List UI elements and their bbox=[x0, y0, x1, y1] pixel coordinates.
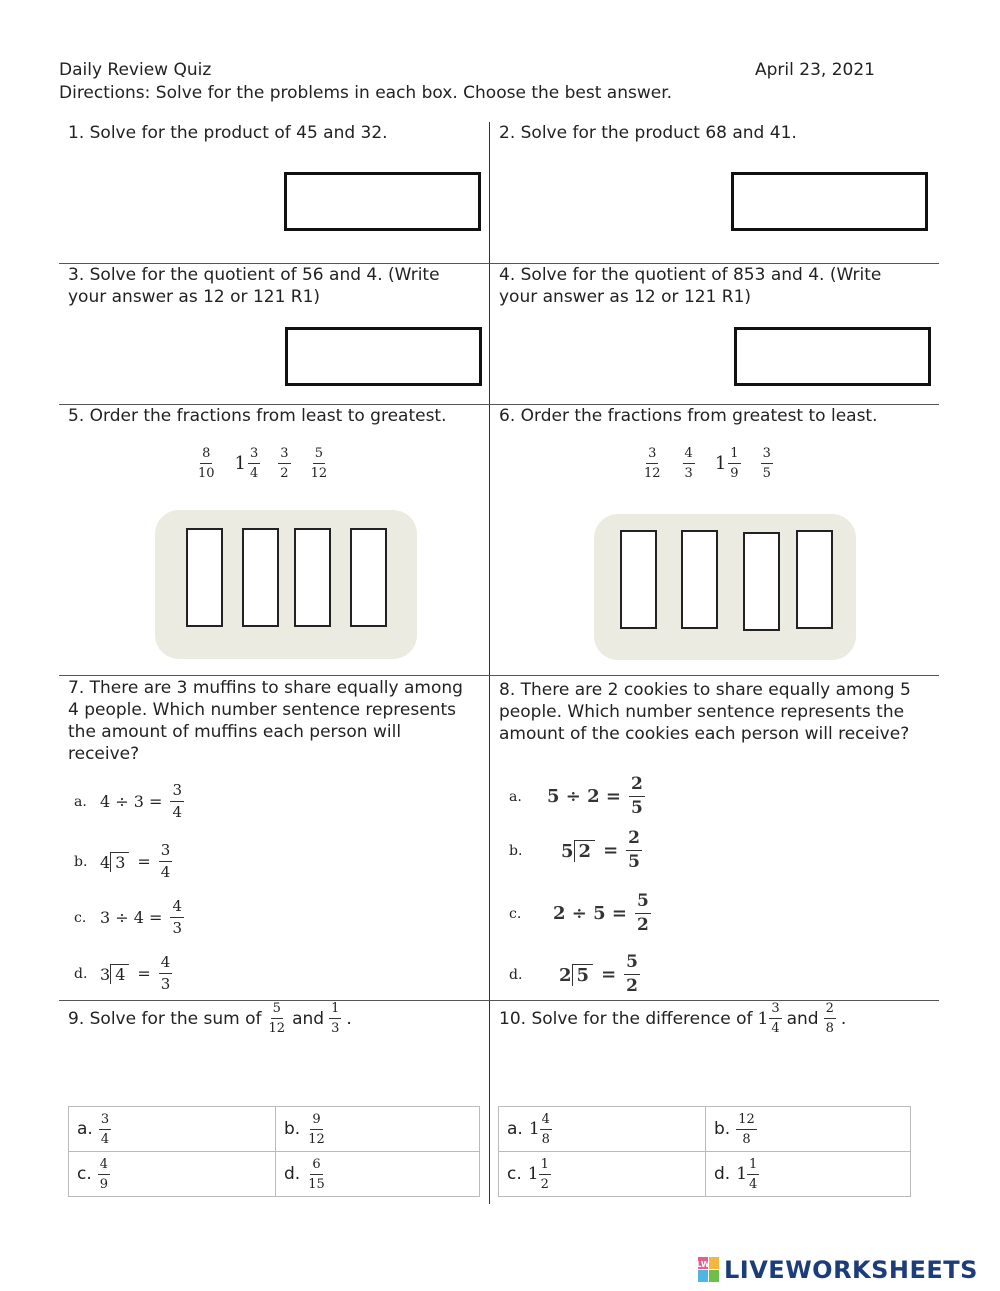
question-10-text: 10. Solve for the difference of 1 $\frac{3}{4}$ and $\frac{2}{8}$ . bbox=[499, 1001, 847, 1036]
q6-drop-slot-1[interactable] bbox=[620, 530, 657, 629]
q9-option-b[interactable]: b. $\frac{9}{12}$ bbox=[276, 1107, 480, 1152]
q10-option-a[interactable]: a. 1 $\frac{4}{8}$ bbox=[499, 1107, 706, 1152]
liveworksheets-badge-icon bbox=[698, 1257, 720, 1283]
q7-option-b[interactable]: b. 4 3 = $\frac{3}{4}$ bbox=[74, 841, 171, 881]
q8-option-b[interactable]: b. 5 2 = $\frac{2}{5}$ bbox=[509, 828, 640, 872]
question-3-text: 3. Solve for the quotient of 56 and 4. (Write your answer as 12 or 121 R1) bbox=[68, 265, 440, 307]
column-divider bbox=[489, 122, 490, 1204]
question-2-text: 2. Solve for the product 68 and 41. bbox=[499, 123, 797, 143]
q6-drop-slot-3[interactable] bbox=[743, 532, 780, 631]
q10-options-table bbox=[498, 1106, 911, 1197]
question-1-text: 1. Solve for the product of 45 and 32. bbox=[68, 123, 388, 143]
q6-drop-slot-2[interactable] bbox=[681, 530, 718, 629]
quiz-title: Daily Review Quiz bbox=[59, 60, 212, 80]
q7-option-c[interactable]: c. 3 ÷ 4 = $\frac{4}{3}$ bbox=[74, 897, 182, 937]
q5-fraction-3: $\frac{3}{2}$ bbox=[280, 446, 289, 481]
q6-drop-slot-4[interactable] bbox=[796, 530, 833, 629]
q5-drop-slot-1[interactable] bbox=[186, 528, 223, 627]
q10-option-b[interactable]: b. $\frac{12}{8}$ bbox=[706, 1107, 911, 1152]
q8-option-d[interactable]: d. 2 5 = $\frac{5}{2}$ bbox=[509, 952, 638, 996]
row-divider-3 bbox=[59, 675, 939, 676]
answer-box-1[interactable] bbox=[284, 172, 481, 231]
q9-options-table bbox=[68, 1106, 480, 1197]
liveworksheets-logo bbox=[698, 1256, 978, 1284]
q5-fraction-list bbox=[196, 447, 329, 480]
q5-drop-slot-4[interactable] bbox=[350, 528, 387, 627]
q9-option-a[interactable]: a. $\frac{3}{4}$ bbox=[69, 1107, 276, 1152]
svg-text:LW: LW bbox=[696, 1260, 710, 1269]
q6-fraction-2: $\frac{4}{3}$ bbox=[684, 446, 693, 481]
row-divider-4 bbox=[59, 1000, 939, 1001]
q6-fraction-4: $\frac{3}{5}$ bbox=[762, 446, 771, 481]
quiz-date: April 23, 2021 bbox=[755, 60, 875, 80]
q10-option-c[interactable]: c. 1 $\frac{1}{2}$ bbox=[499, 1152, 706, 1197]
q7-option-a[interactable]: a. 4 ÷ 3 = $\frac{3}{4}$ bbox=[74, 781, 182, 821]
q7-option-d[interactable]: d. 3 4 = $\frac{4}{3}$ bbox=[74, 953, 171, 993]
q8-option-a[interactable]: a. 5 ÷ 2 = $\frac{2}{5}$ bbox=[509, 774, 643, 818]
question-9-text: 9. Solve for the sum of $\frac{5}{12}$ and $\frac{1}{3}$ . bbox=[68, 1001, 352, 1036]
question-7-text: 7. There are 3 muffins to share equally among 4 people. Which number sentence represents the amount of muffins each person will receive? bbox=[68, 678, 463, 764]
answer-box-3[interactable] bbox=[285, 327, 482, 386]
q8-option-c[interactable]: c. 2 ÷ 5 = $\frac{5}{2}$ bbox=[509, 891, 649, 935]
q6-fraction-list bbox=[642, 447, 773, 480]
question-8-text: 8. There are 2 cookies to share equally among 5 people. Which number sentence represents the amount of the cookies each person will receive? bbox=[499, 680, 911, 744]
q6-fraction-1: $\frac{3}{12}$ bbox=[644, 446, 661, 481]
answer-box-4[interactable] bbox=[734, 327, 931, 386]
question-6-text: 6. Order the fractions from greatest to least. bbox=[499, 406, 878, 426]
answer-box-2[interactable] bbox=[731, 172, 928, 231]
question-5-text: 5. Order the fractions from least to greatest. bbox=[68, 406, 447, 426]
question-4-text: 4. Solve for the quotient of 853 and 4. (Write your answer as 12 or 121 R1) bbox=[499, 265, 882, 307]
q6-fraction-3: 1 $\frac{1}{9}$ bbox=[714, 446, 739, 481]
logo-text: LIVEWORKSHEETS bbox=[724, 1256, 978, 1284]
q5-drop-slot-3[interactable] bbox=[294, 528, 331, 627]
q5-drop-slot-2[interactable] bbox=[242, 528, 279, 627]
q10-option-d[interactable]: d. 1 $\frac{1}{4}$ bbox=[706, 1152, 911, 1197]
q9-option-d[interactable]: d. $\frac{6}{15}$ bbox=[276, 1152, 480, 1197]
q5-fraction-1: $\frac{8}{10}$ bbox=[198, 446, 215, 481]
directions: Directions: Solve for the problems in each box. Choose the best answer. bbox=[59, 83, 673, 103]
q5-fraction-4: $\frac{5}{12}$ bbox=[310, 446, 328, 481]
q9-option-c[interactable]: c. $\frac{4}{9}$ bbox=[69, 1152, 276, 1197]
q5-fraction-2: 1 $\frac{3}{4}$ bbox=[234, 446, 259, 481]
